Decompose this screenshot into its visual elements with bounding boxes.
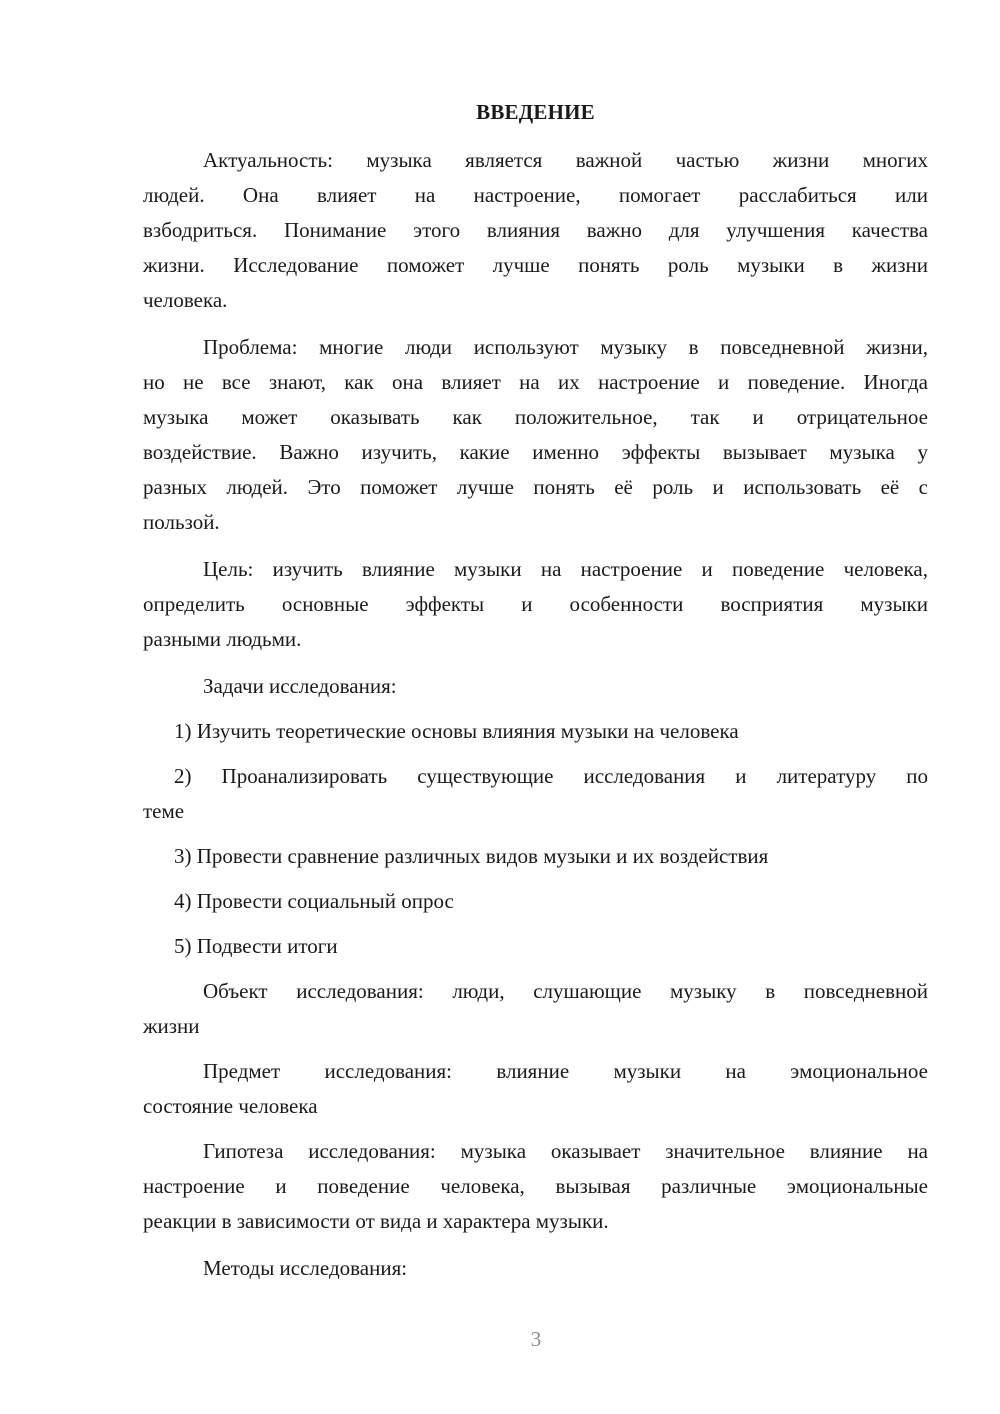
text-line: пользой.: [143, 510, 220, 534]
text-line: человека.: [143, 288, 228, 312]
section-title: ВВЕДЕНИЕ: [476, 100, 595, 124]
text-line: реакции в зависимости от вида и характера музыки.: [143, 1209, 609, 1233]
task-item: [143, 929, 928, 964]
text-line: 1) Изучить теоретические основы влияния музыки на человека: [174, 719, 739, 743]
text-line: Задачи исследования:: [203, 674, 397, 698]
hypothesis-paragraph: [143, 1134, 928, 1239]
text-line: состояние человека: [143, 1094, 318, 1118]
task-item: [143, 759, 928, 829]
task-item: [143, 839, 928, 874]
task-item: [143, 714, 928, 749]
tasks-heading: [143, 669, 928, 704]
text-line: разных людей. Это поможет лучше понять её роль и использовать её с: [143, 475, 928, 499]
tasks-list: [143, 714, 928, 964]
object-paragraph: [143, 974, 928, 1044]
subject-paragraph: [143, 1054, 928, 1124]
text-line: Методы исследования:: [203, 1256, 408, 1280]
text-line: определить основные эффекты и особенности восприятия музыки: [143, 592, 928, 616]
relevance-paragraph: [143, 143, 928, 318]
text-line: разными людьми.: [143, 627, 302, 651]
text-line: Актуальность: музыка является важной частью жизни многих: [203, 148, 928, 172]
problem-paragraph: [143, 330, 928, 540]
text-line: 2) Проанализировать существующие исследования и литературу по: [174, 764, 928, 788]
text-line: Предмет исследования: влияние музыки на эмоциональное: [203, 1059, 928, 1083]
text-line: жизни. Исследование поможет лучше понять роль музыки в жизни: [143, 253, 928, 277]
text-line: людей. Она влияет на настроение, помогает расслабиться или: [143, 183, 928, 207]
text-line: взбодриться. Понимание этого влияния важно для улучшения качества: [143, 218, 928, 242]
text-line: настроение и поведение человека, вызывая различные эмоциональные: [143, 1174, 928, 1198]
text-line: Гипотеза исследования: музыка оказывает значительное влияние на: [203, 1139, 928, 1163]
text-line: теме: [143, 799, 185, 823]
page-number: 3: [530, 1327, 542, 1351]
text-line: 5) Подвести итоги: [174, 934, 338, 958]
text-line: 3) Провести сравнение различных видов музыки и их воздействия: [174, 844, 769, 868]
text-line: 4) Провести социальный опрос: [174, 889, 454, 913]
text-line: Объект исследования: люди, слушающие музыку в повседневной: [203, 979, 928, 1003]
goal-paragraph: [143, 552, 928, 657]
text-line: воздействие. Важно изучить, какие именно эффекты вызывает музыка у: [143, 440, 928, 464]
text-line: жизни: [143, 1014, 200, 1038]
methods-heading: [143, 1251, 928, 1286]
text-line: музыка может оказывать как положительное, так и отрицательное: [143, 405, 928, 429]
task-item: [143, 884, 928, 919]
document-page: [143, 95, 928, 1286]
text-line: Проблема: многие люди используют музыку в повседневной жизни,: [203, 335, 928, 359]
text-line: но не все знают, как она влияет на их настроение и поведение. Иногда: [143, 370, 928, 394]
text-line: Цель: изучить влияние музыки на настроение и поведение человека,: [203, 557, 928, 581]
